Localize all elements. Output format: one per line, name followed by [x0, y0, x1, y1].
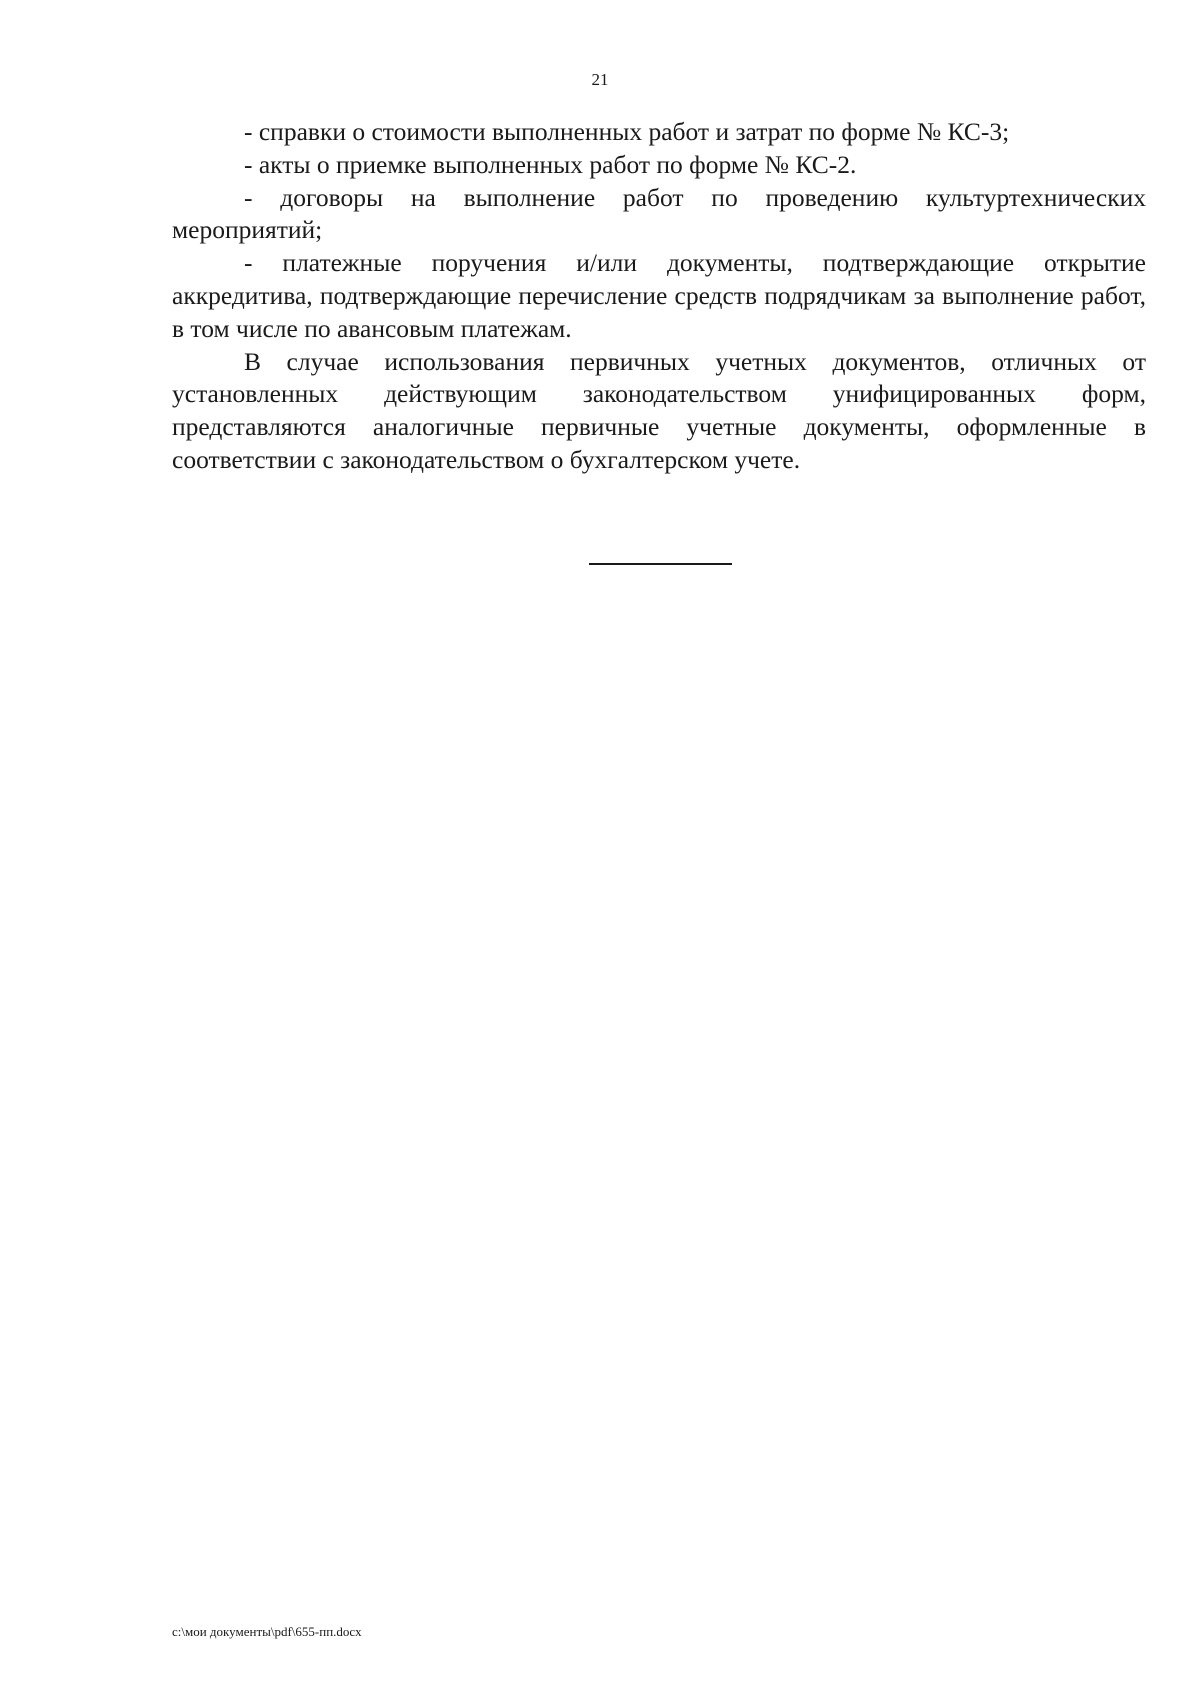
paragraph-ks2-acts: - акты о приемке выполненных работ по форме № КС-2.	[244, 149, 857, 179]
paragraph-ks3-certificates: - справки о стоимости выполненных работ и затрат по форме № КС-3;	[244, 117, 1010, 146]
paragraph-payment-orders: - платежные поручения и/или документы, подтверждающие открытие аккредитива, подтверждающие перечисление средств подрядчикам за выполнение работ, в том числе по авансовым платежам.	[172, 248, 1146, 343]
page-number: 21	[591, 70, 609, 89]
document-body	[172, 116, 1146, 477]
paragraph-contracts: - договоры на выполнение работ по проведению культуртехнических мероприятий;	[172, 182, 1146, 245]
paragraph-primary-documents: В случае использования первичных учетных документов, отличных от установленных действующим законодательством унифицированных форм, представляются аналогичные первичные учетные документы, оформленные в соответствии с законодательством о бухгалтерском учете.	[172, 346, 1146, 474]
footer-file-path: c:\мои документы\pdf\655-пп.docx	[172, 1624, 362, 1639]
section-end-divider	[589, 563, 732, 565]
